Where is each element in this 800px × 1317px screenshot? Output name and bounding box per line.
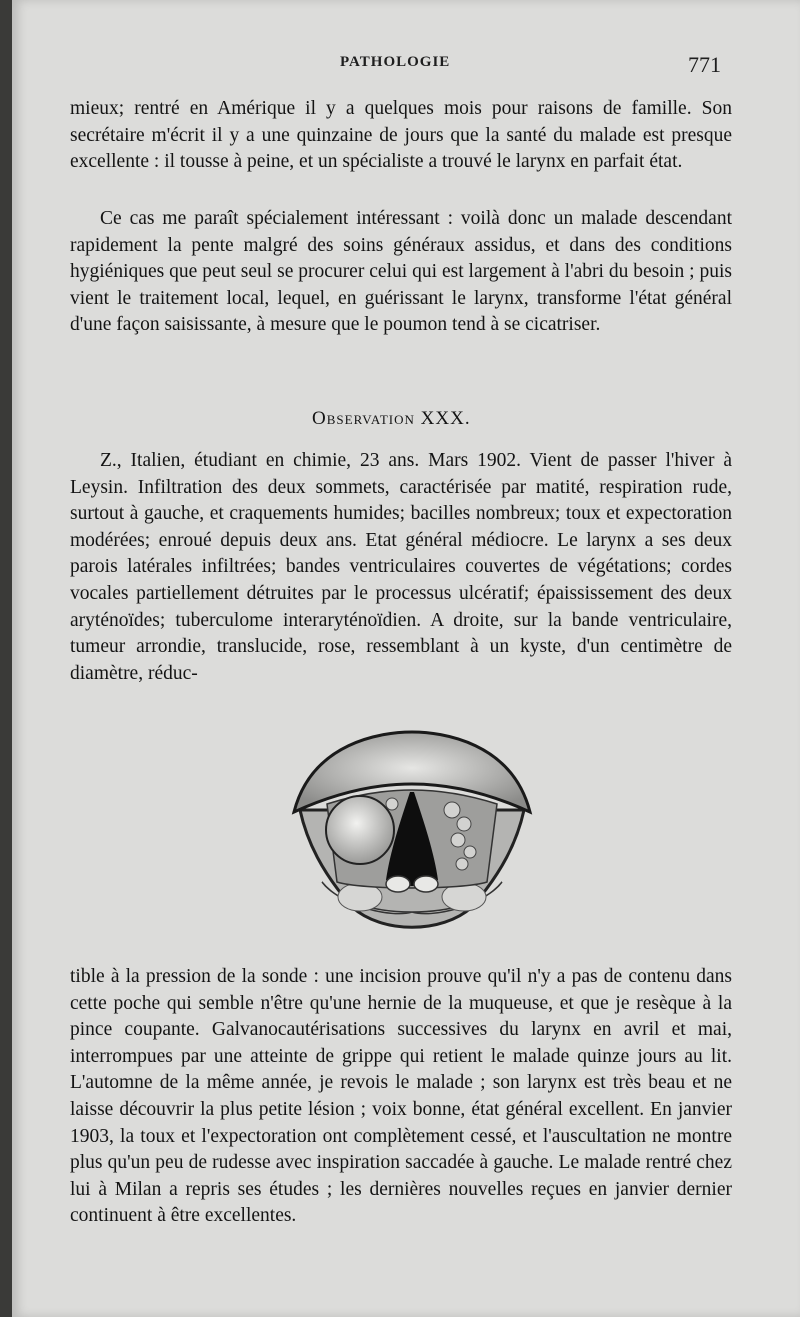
paragraph-observation — [70, 448, 732, 687]
paragraph-text: mieux; rentré en Amérique il y a quelques mois pour raisons de famille. Son secrétaire m'écrit il y a une quinzaine de jours que la santé du malade est presque excellente : il tousse à peine, et un spécialiste a trouvé le larynx en parfait état. — [70, 98, 732, 173]
book-page — [12, 0, 800, 1317]
paragraph-text: Z., Italien, étudiant en chimie, 23 ans. Mars 1902. Vient de passer l'hiver à Leysin. Infiltration des deux sommets, caractérisée par matité, respiration rude, surtout à gauche, et craquements humides; bacilles nombreux; toux et expectoration modérées; enroué depuis deux ans. Etat général médiocre. Le larynx a ses deux parois latérales infiltrées; bandes ventriculaires couvertes de végétations; cordes vocales partiellement détruites par le processus ulcératif; épaississement des deux aryténoïdes; tuberculome interaryténoïdien. A droite, sur la bande ventriculaire, tumeur arrondie, translucide, rose, ressemblant à un kyste, d'un centimètre de diamètre, réduc- — [70, 450, 732, 684]
page-number: 771 — [688, 52, 721, 77]
paragraph-commentary — [70, 206, 732, 339]
running-head — [12, 52, 800, 82]
larynx-illustration — [282, 712, 542, 942]
larynx-drawing — [282, 712, 542, 942]
running-head-title: PATHOLOGIE — [340, 54, 451, 70]
paragraph-continuation — [70, 96, 732, 176]
cyst-tumor — [326, 796, 394, 864]
paragraph-text: tible à la pression de la sonde : une incision prouve qu'il n'y a pas de contenu dans cette poche qui semble n'être qu'une hernie de la muqueuse, et que je resèque à la pince coupante. Galvanocautérisations successives du larynx en avril et mai, interrompues par une atteinte de grippe qui retient le malade quinze jours au lit. L'automne de la même année, je revois le malade ; son larynx est très beau et ne laisse découvrir la plus petite lésion ; voix bonne, état général excellent. En janvier 1903, la toux et l'expectoration ont complètement cessé, et l'auscultation ne montre plus qu'un peu de rudesse avec inspiration saccadée à gauche. Le malade rentré chez lui à Milan a repris ses études ; les dernières nouvelles reçues en janvier dernier continuent à être excellentes. — [70, 966, 732, 1227]
paragraph-text: Ce cas me paraît spécialement intéressant : voilà donc un malade descendant rapidement la pente malgré des soins généraux assidus, et dans des conditions hygiéniques que peut seul se procurer celui qui est largement à l'abri du besoin ; puis vient le traitement local, lequel, en guérissant le larynx, transforme l'état général d'une façon saisissante, à mesure que le poumon tend à se cicatriser. — [70, 208, 732, 336]
paragraph-continuation-2 — [70, 964, 732, 1230]
observation-heading: Observation XXX. — [312, 408, 471, 429]
